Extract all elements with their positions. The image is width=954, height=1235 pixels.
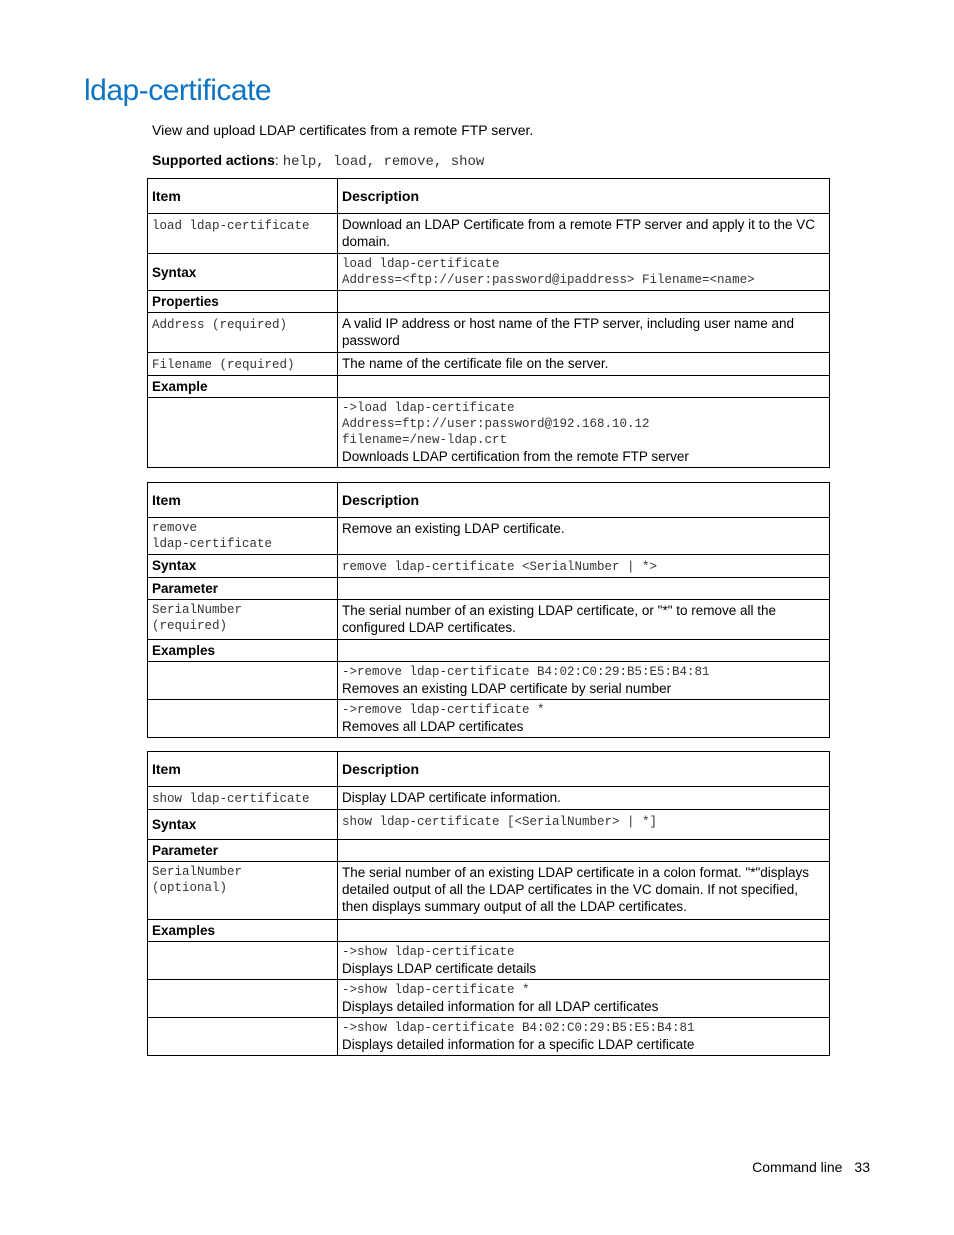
- header-description: Description: [338, 483, 830, 518]
- table-row: [148, 920, 830, 942]
- example-description: Displays LDAP certificate details: [342, 961, 537, 976]
- table-row: [148, 376, 830, 398]
- syntax-line: remove ldap-certificate <SerialNumber | *>: [342, 560, 658, 574]
- command-name: remove: [152, 521, 198, 535]
- example-command: Address=ftp://user:password@192.168.10.12: [342, 417, 650, 431]
- table-row: [148, 810, 830, 840]
- parameter-description: The serial number of an existing LDAP certificate in a colon format. "*"displays detailed output of all the LDAP certificates in the VC domain. If not specified, then displays summary output of all the LDAP certificates.: [338, 862, 830, 920]
- properties-label: Properties: [152, 294, 219, 309]
- syntax-line: show ldap-certificate [<SerialNumber> | *]: [342, 815, 658, 829]
- example-description: Displays detailed information for all LDAP certificates: [342, 999, 659, 1014]
- parameter-name: SerialNumber: [152, 865, 243, 879]
- show-command-table: [147, 751, 830, 1056]
- table-row: [148, 662, 830, 700]
- table-row: [148, 254, 830, 291]
- table-row: [148, 398, 830, 468]
- header-item: Item: [148, 483, 338, 518]
- example-description: Downloads LDAP certification from the remote FTP server: [342, 449, 689, 464]
- table-row: [148, 1018, 830, 1056]
- table-row: [148, 291, 830, 313]
- command-name: load ldap-certificate: [152, 219, 310, 233]
- remove-command-table: [147, 482, 830, 738]
- table-row: [148, 578, 830, 600]
- parameter-label: Parameter: [152, 581, 219, 596]
- property-description: A valid IP address or host name of the FTP server, including user name and password: [338, 313, 830, 353]
- example-command: ->show ldap-certificate *: [342, 983, 530, 997]
- table-row: [148, 942, 830, 980]
- table-header-row: [148, 752, 830, 787]
- example-command: ->load ldap-certificate: [342, 401, 515, 415]
- syntax-label: Syntax: [152, 817, 197, 832]
- table-row: [148, 640, 830, 662]
- property-description: The name of the certificate file on the server.: [338, 353, 830, 376]
- intro-text: View and upload LDAP certificates from a remote FTP server.: [152, 122, 534, 138]
- table-row: [148, 518, 830, 555]
- supported-actions-list: help, load, remove, show: [282, 154, 485, 170]
- example-description: Displays detailed information for a specific LDAP certificate: [342, 1037, 695, 1052]
- header-description: Description: [338, 752, 830, 787]
- parameter-label: Parameter: [152, 843, 219, 858]
- supported-actions-label: Supported actions: [152, 152, 275, 168]
- syntax-label: Syntax: [152, 264, 197, 280]
- table-row: [148, 555, 830, 578]
- example-command: ->remove ldap-certificate *: [342, 703, 545, 717]
- example-command: filename=/new-ldap.crt: [342, 433, 508, 447]
- syntax-line: Address=<ftp://user:password@ipaddress> Filename=<name>: [342, 273, 755, 287]
- table-row: [148, 214, 830, 254]
- table-row: [148, 787, 830, 810]
- property-name: Filename (required): [152, 358, 295, 372]
- table-row: [148, 840, 830, 862]
- table-row: [148, 353, 830, 376]
- property-name: Address (required): [152, 318, 288, 332]
- header-item: Item: [148, 752, 338, 787]
- table-header-row: [148, 483, 830, 518]
- parameter-name: (optional): [152, 881, 228, 895]
- parameter-name: (required): [152, 619, 228, 633]
- page-number: 33: [854, 1159, 870, 1175]
- examples-label: Examples: [152, 923, 216, 938]
- supported-actions: [152, 152, 484, 170]
- command-description: Download an LDAP Certificate from a remote FTP server and apply it to the VC domain.: [338, 214, 830, 254]
- table-row: [148, 600, 830, 640]
- table-row: [148, 700, 830, 738]
- footer-section: Command line: [752, 1159, 843, 1175]
- header-description: Description: [338, 179, 830, 214]
- example-command: ->show ldap-certificate B4:02:C0:29:B5:E5:B4:81: [342, 1021, 695, 1035]
- example-label: Example: [152, 379, 208, 394]
- load-command-table: [147, 178, 830, 468]
- parameter-description: The serial number of an existing LDAP certificate, or "*" to remove all the configured LDAP certificates.: [338, 600, 830, 640]
- supported-actions-separator: :: [274, 152, 279, 168]
- table-row: [148, 313, 830, 353]
- example-command: ->show ldap-certificate: [342, 945, 515, 959]
- example-command: ->remove ldap-certificate B4:02:C0:29:B5:E5:B4:81: [342, 665, 710, 679]
- example-description: Removes all LDAP certificates: [342, 719, 524, 734]
- page-title: ldap-certificate: [84, 74, 272, 107]
- command-description: Display LDAP certificate information.: [338, 787, 830, 810]
- table-row: [148, 980, 830, 1018]
- command-description: Remove an existing LDAP certificate.: [338, 518, 830, 555]
- syntax-line: load ldap-certificate: [342, 257, 500, 271]
- header-item: Item: [148, 179, 338, 214]
- command-name: ldap-certificate: [152, 537, 273, 551]
- command-name: show ldap-certificate: [152, 792, 310, 806]
- syntax-label: Syntax: [152, 558, 197, 573]
- example-description: Removes an existing LDAP certificate by serial number: [342, 681, 672, 696]
- page-footer: [740, 1159, 870, 1175]
- table-row: [148, 862, 830, 920]
- examples-label: Examples: [152, 643, 216, 658]
- parameter-name: SerialNumber: [152, 603, 243, 617]
- table-header-row: [148, 179, 830, 214]
